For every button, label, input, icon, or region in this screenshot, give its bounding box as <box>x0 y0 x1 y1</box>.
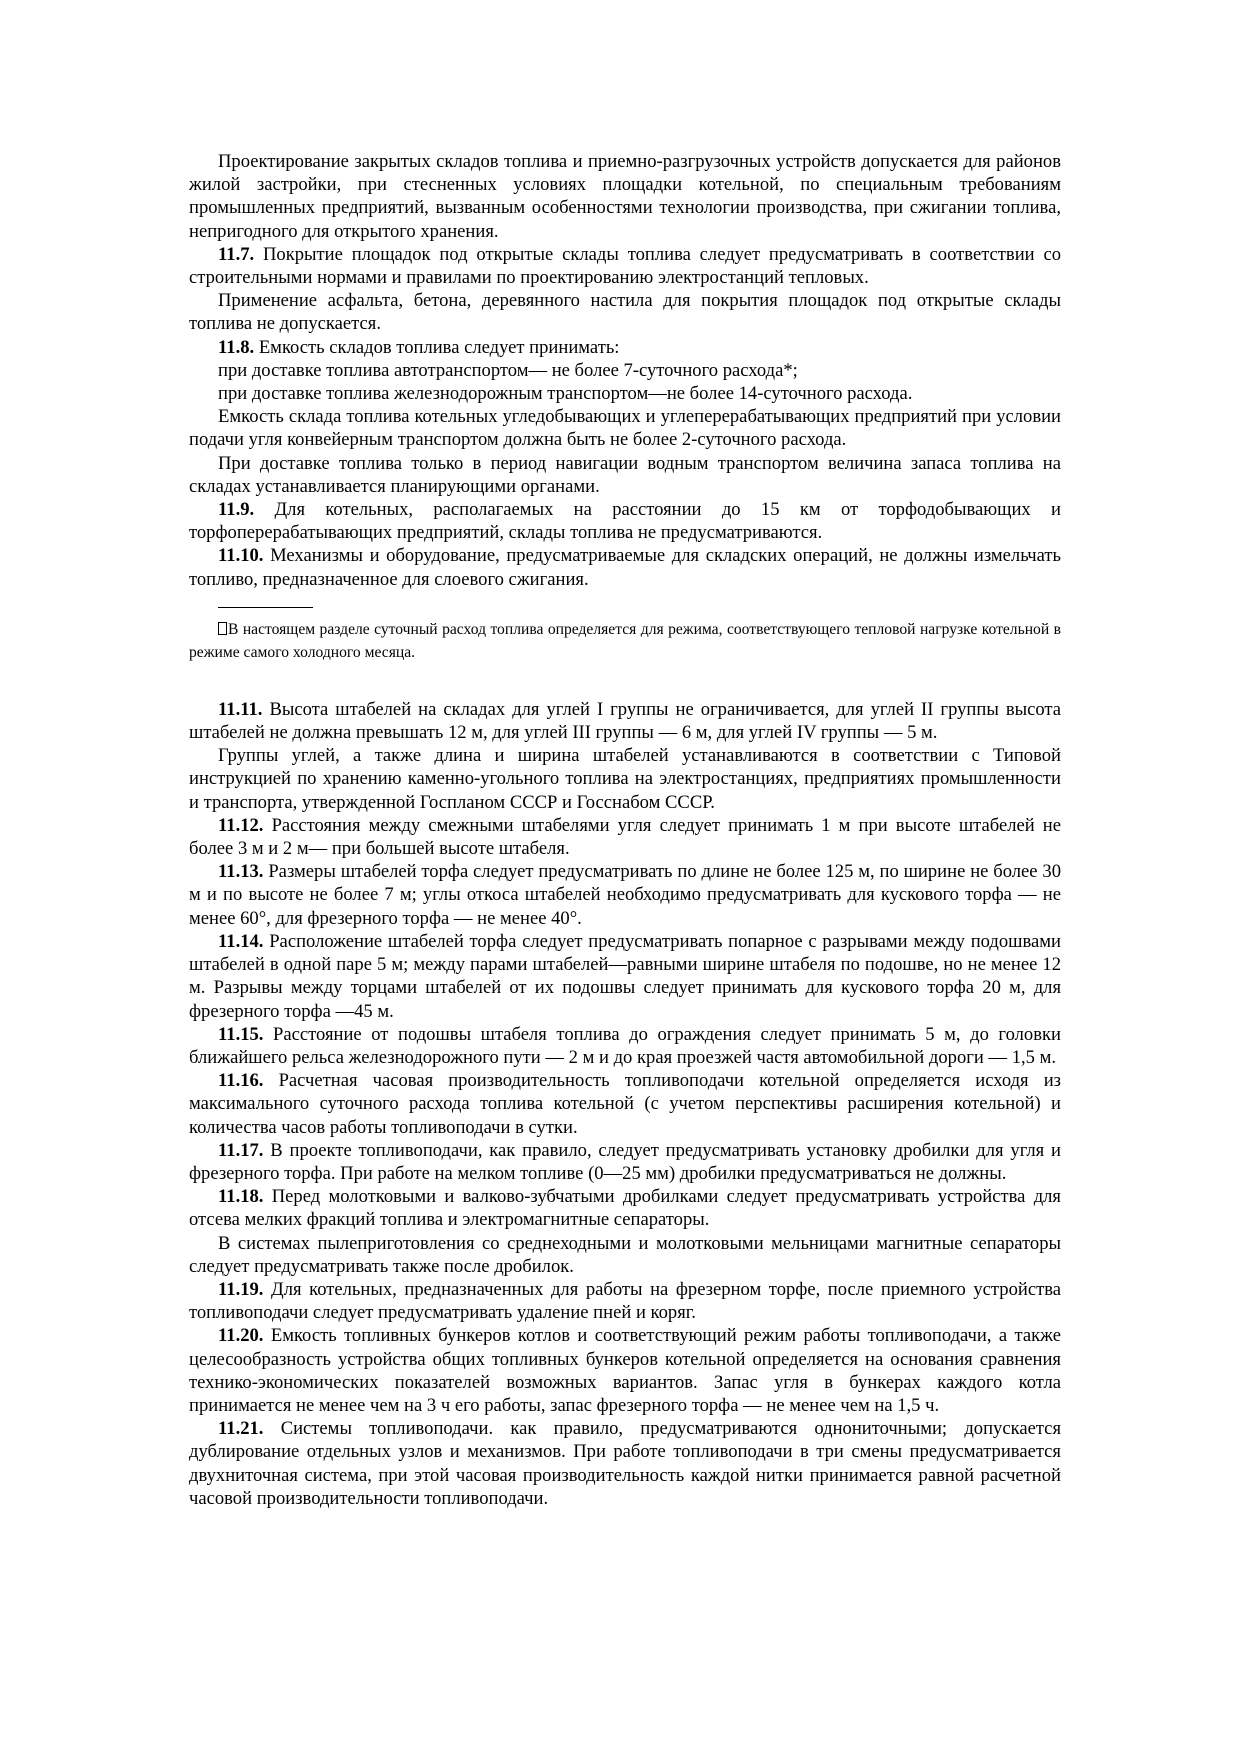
paragraph <box>189 1023 1061 1069</box>
paragraph-text: Емкость топливных бункеров котлов и соответствующий режим работы топливоподачи, а также целесообразность устройства общих топливных бункеров котельной определяется на основания сравнения технико-экономических показателей возможных вариантов. Запас угля в бункерах каждого котла принимается не менее чем на 3 ч его работы, запас фрезерного торфа — не менее чем на 1,5 ч. <box>189 1325 1061 1416</box>
clause-number: 11.21. <box>218 1418 264 1440</box>
paragraph <box>189 544 1061 590</box>
footnote <box>189 618 1061 664</box>
paragraph-text: Емкость склада топлива котельных угледобывающих и углеперерабатывающих предприятий при условии подачи угля конвейерным транспортом должна быть не более 2-суточного расхода. <box>189 406 1061 451</box>
clause-number: 11.13. <box>218 861 264 883</box>
clause-number: 11.17. <box>218 1139 264 1161</box>
clause-number: 11.20. <box>218 1325 264 1347</box>
paragraph <box>189 1185 1061 1231</box>
paragraph <box>189 930 1061 1023</box>
paragraph-text: Механизмы и оборудование, предусматриваемые для складских операций, не должны измельчать топливо, предназначенное для слоевого сжигания. <box>189 545 1062 590</box>
clause-number: 11.10. <box>218 545 264 567</box>
document-page <box>189 150 1061 1510</box>
paragraph <box>189 1278 1061 1324</box>
footnote-separator <box>218 607 313 608</box>
paragraph-text: Расстояния между смежными штабелями угля следует принимать 1 м при высоте штабелей не более 3 м и 2 м— при большей высоте штабеля. <box>189 814 1061 860</box>
paragraph <box>189 405 1061 451</box>
paragraph <box>189 336 1061 359</box>
paragraph <box>189 243 1061 289</box>
paragraph <box>189 698 1061 744</box>
clause-number: 11.12. <box>218 814 264 836</box>
clause-number: 11.15. <box>218 1023 264 1045</box>
paragraph-text: Расположение штабелей торфа следует предусматривать попарное с разрывами между подошвами штабелей в одной паре 5 м; между парами штабелей—равными ширине штабеля по подошве, но не менее 12 м. Разрывы между торцами штабелей от их подошвы следует принимать для кускового торфа 20 м, для фрезерного торфа —45 м. <box>189 930 1061 1022</box>
paragraph <box>189 1069 1061 1139</box>
paragraph <box>189 452 1061 498</box>
clause-number: 11.7. <box>218 243 255 265</box>
paragraph <box>189 289 1061 335</box>
paragraph-text: Перед молотковыми и валково-зубчатыми дробилками следует предусматривать устройства для отсева мелких фракций топлива и электромагнитные сепараторы. <box>189 1186 1061 1231</box>
paragraph <box>189 382 1061 405</box>
clause-number: 11.14. <box>218 930 264 952</box>
clause-number: 11.19. <box>218 1278 264 1300</box>
paragraph <box>189 359 1061 382</box>
paragraph-text: Покрытие площадок под открытые склады топлива следует предусматривать в соответствии со строительными нормами и правилами по проектированию электростанций тепловых. <box>189 243 1061 289</box>
paragraphs-block-1 <box>189 150 1061 591</box>
paragraph-text: В системах пылеприготовления со среднеходными и молотковыми мельницами магнитные сепараторы следует предусматривать также после дробилок. <box>189 1232 1061 1277</box>
paragraph <box>189 814 1061 860</box>
paragraph-text: Размеры штабелей торфа следует предусматривать по длине не более 125 м, по ширине не более 30 м и по высоте не более 7 м; углы откоса штабелей необходимо предусматривать для кускового торфа — не менее 60°, для фрезерного торфа — не менее 40°. <box>189 861 1062 929</box>
footnote-text: В настоящем разделе суточный расход топлива определяется для режима, соответствующего тепловой нагрузке котельной в режиме самого холодного месяца. <box>189 620 1061 661</box>
paragraph-text: Для котельных, располагаемых на расстоянии до 15 км от торфодобывающих и торфоперерабатывающих предприятий, склады топлива не предусматриваются. <box>189 499 1061 544</box>
footnote-marker-icon <box>218 622 227 635</box>
paragraph <box>189 860 1061 930</box>
paragraph-text: Для котельных, предназначенных для работы на фрезерном торфе, после приемного устройства топливоподачи следует предусматривать удаление пней и коряг. <box>189 1278 1061 1324</box>
paragraphs-block-2 <box>189 698 1061 1510</box>
paragraph <box>189 744 1061 814</box>
paragraph-text: Расстояние от подошвы штабеля топлива до ограждения следует принимать 5 м, до головки ближайшего рельса железнодорожного пути — 2 м и до края проезжей частя автомобильной дороги — 1,5 м. <box>189 1023 1061 1068</box>
paragraph-text: Проектирование закрытых складов топлива и приемно-разгрузочных устройств допускается для районов жилой застройки, при стесненных условиях площадки котельной, по специальным требованиям промышленных предприятий, вызванным особенностями технологии производства, при сжигании топлива, непригодного для открытого хранения. <box>189 151 1061 242</box>
paragraph-text: Применение асфальта, бетона, деревянного настила для покрытия площадок под открытые склады топлива не допускается. <box>189 290 1061 335</box>
paragraph <box>189 498 1061 544</box>
clause-number: 11.18. <box>218 1186 264 1208</box>
paragraph-text: В проекте топливоподачи, как правило, следует предусматривать установку дробилки для угля и фрезерного торфа. При работе на мелком топливе (0—25 мм) дробилки предусматриваться не должны. <box>189 1139 1061 1184</box>
clause-number: 11.9. <box>218 499 255 521</box>
paragraph-text: При доставке топлива только в период навигации водным транспортом величина запаса топлива на складах устанавливается планирующими органами. <box>189 452 1061 497</box>
clause-number: 11.8. <box>218 336 255 358</box>
paragraph <box>189 1139 1061 1185</box>
paragraph-text: Высота штабелей на складах для углей I группы не ограничивается, для углей II группы высота штабелей не должна превышать 12 м, для углей III группы — 6 м, для углей IV группы — 5 м. <box>189 698 1061 744</box>
paragraph <box>189 150 1061 243</box>
clause-number: 11.11. <box>218 698 263 720</box>
paragraph <box>189 1417 1061 1510</box>
paragraph-text: Емкость складов топлива следует принимать: <box>258 336 620 358</box>
paragraph-text: при доставке топлива железнодорожным транспортом—не более 14-суточного расхода. <box>218 383 913 405</box>
paragraph-text: Системы топливоподачи. как правило, предусматриваются однониточными; допускается дублирование отдельных узлов и механизмов. При работе топливоподачи в три смены предусматривается двухниточная система, при этой часовая производительность каждой нитки принимается равной расчетной часовой производительности топливоподачи. <box>189 1418 1061 1509</box>
paragraph-text: Группы углей, а также длина и ширина штабелей устанавливаются в соответствии с Типовой инструкцией по хранению каменно-угольного топлива на электростанциях, предприятиях промышленности и транспорта, утвержденной Госпланом СССР и Госснабом СССР. <box>189 745 1061 813</box>
paragraph <box>189 1324 1061 1417</box>
paragraph-text: при доставке топлива автотранспортом— не более 7-суточного расхода*; <box>218 359 798 381</box>
paragraph-text: Расчетная часовая производительность топливоподачи котельной определяется исходя из максимального суточного расхода топлива котельной (с учетом перспективы расширения котельной) и количества часов работы топливоподачи в сутки. <box>189 1070 1061 1138</box>
paragraph <box>189 1232 1061 1278</box>
clause-number: 11.16. <box>218 1070 264 1092</box>
